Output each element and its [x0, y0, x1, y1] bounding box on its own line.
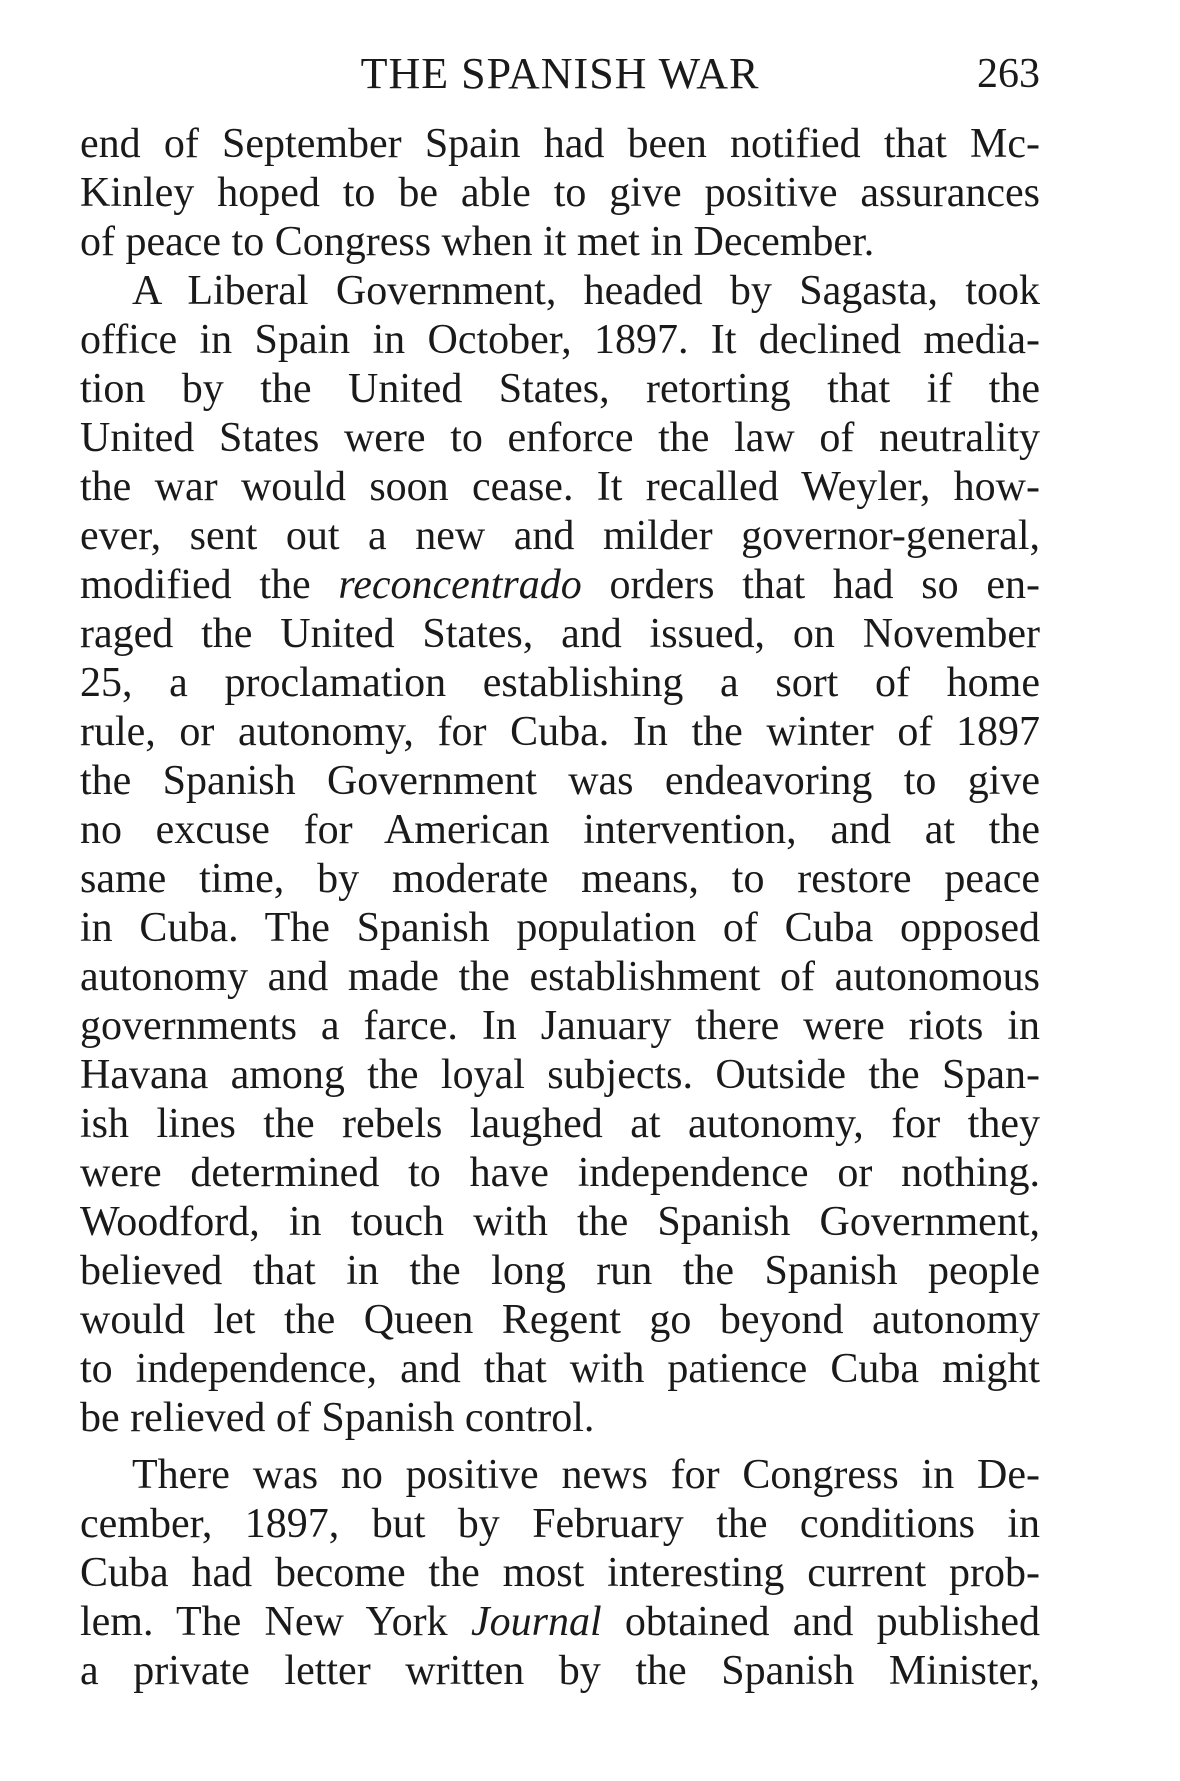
text-line: office in Spain in October, 1897. It declined media-	[80, 317, 1040, 363]
text-line: to independence, and that with patience Cuba might	[80, 1346, 1040, 1392]
text-line: cember, 1897, but by February the conditions in	[80, 1501, 1040, 1547]
text-line: were determined to have independence or nothing.	[80, 1150, 1040, 1196]
italic-term: reconcentrado	[338, 562, 582, 608]
text-line: Woodford, in touch with the Spanish Government,	[80, 1199, 1040, 1245]
text-line: the war would soon cease. It recalled Weyler, how-	[80, 464, 1040, 510]
body-text	[80, 120, 1040, 1696]
text-line: 25, a proclamation establishing a sort of home	[80, 660, 1040, 706]
text-line: in Cuba. The Spanish population of Cuba opposed	[80, 905, 1040, 951]
text-line: ish lines the rebels laughed at autonomy, for they	[80, 1101, 1040, 1147]
running-head	[80, 44, 1040, 104]
text-line: be relieved of Spanish control.	[80, 1395, 595, 1441]
paragraph-start-line: There was no positive news for Congress in De-	[132, 1452, 1040, 1498]
line-text-after: orders that had so en-	[581, 562, 1040, 608]
text-line: would let the Queen Regent go beyond autonomy	[80, 1297, 1040, 1343]
text-line: believed that in the long run the Spanish people	[80, 1248, 1040, 1294]
text-line: governments a farce. In January there were riots in	[80, 1003, 1040, 1049]
text-line: Havana among the loyal subjects. Outside the Span-	[80, 1052, 1040, 1098]
text-line: ever, sent out a new and milder governor-general,	[80, 513, 1040, 559]
text-line: same time, by moderate means, to restore peace	[80, 856, 1040, 902]
paragraph-start-line: A Liberal Government, headed by Sagasta, took	[132, 268, 1040, 314]
text-line: raged the United States, and issued, on November	[80, 611, 1040, 657]
text-line: a private letter written by the Spanish Minister,	[80, 1648, 1040, 1694]
line-text-before: modified the	[80, 562, 339, 608]
text-line: rule, or autonomy, for Cuba. In the winter of 1897	[80, 709, 1040, 755]
text-line-with-italic	[80, 1598, 1040, 1647]
text-line: no excuse for American intervention, and at the	[80, 807, 1040, 853]
running-title: THE SPANISH WAR	[360, 49, 760, 98]
text-line: Cuba had become the most interesting current prob-	[80, 1550, 1040, 1596]
text-line: autonomy and made the establishment of autonomous	[80, 954, 1040, 1000]
text-line: United States were to enforce the law of neutrality	[80, 415, 1040, 461]
page-number: 263	[977, 51, 1040, 97]
text-line: tion by the United States, retorting that if the	[80, 366, 1040, 412]
text-line: Kinley hoped to be able to give positive assurances	[80, 170, 1040, 216]
text-line-with-italic	[80, 561, 1040, 610]
text-line: of peace to Congress when it met in December.	[80, 219, 875, 265]
line-text-before: lem. The New York	[80, 1599, 471, 1645]
line-text-after: obtained and published	[601, 1599, 1040, 1645]
text-line: end of September Spain had been notified that Mc-	[80, 121, 1040, 167]
text-line: the Spanish Government was endeavoring to give	[80, 758, 1040, 804]
italic-term: Journal	[470, 1599, 602, 1645]
